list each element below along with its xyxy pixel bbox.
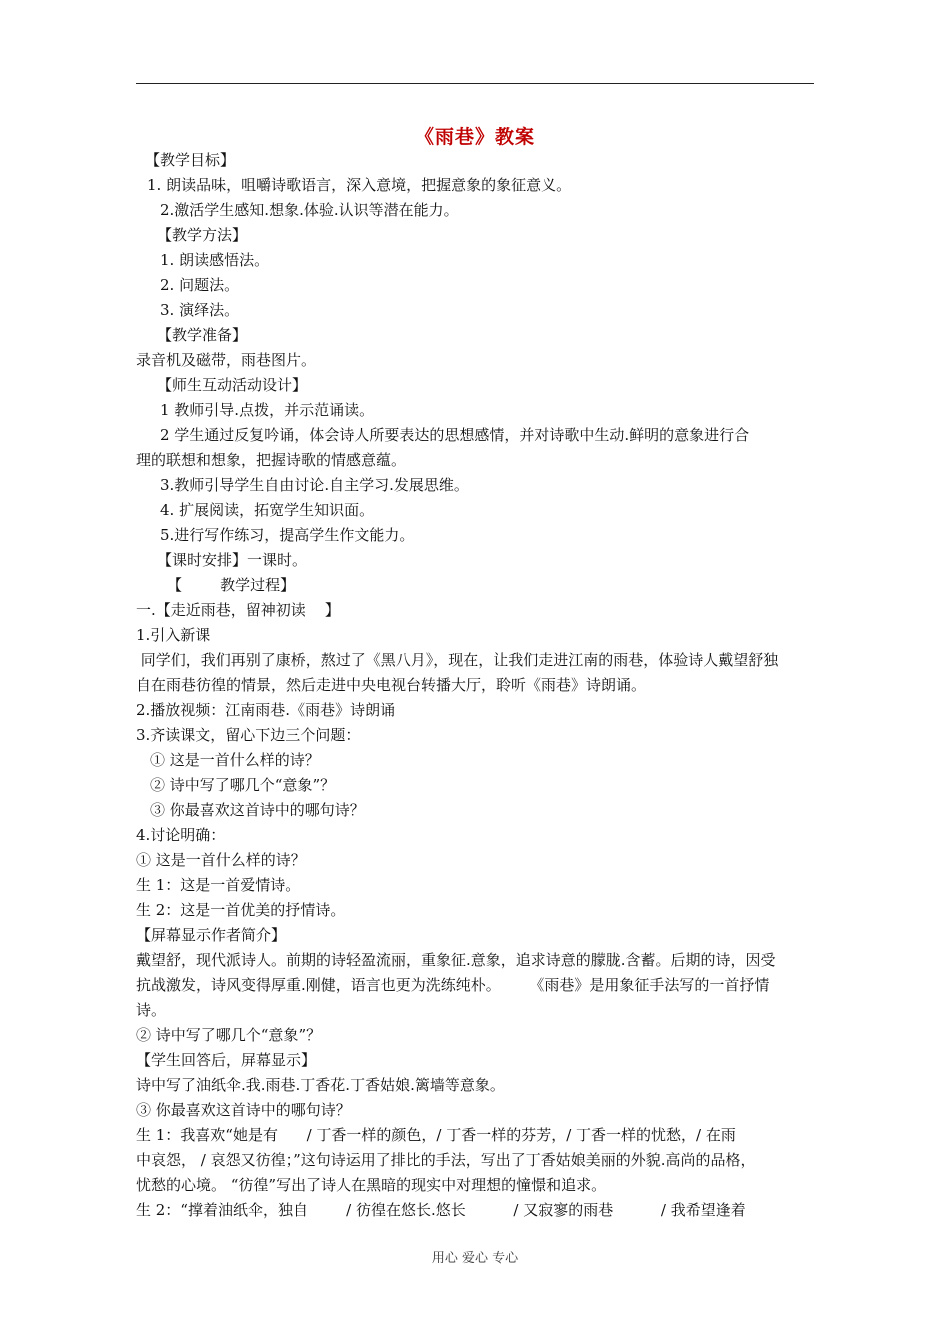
text-line: 3.教师引导学生自由讨论.自主学习.发展思维。 bbox=[160, 476, 469, 494]
text-line: 戴望舒，现代派诗人。前期的诗轻盈流丽，重象征.意象，追求诗意的朦胧.含蓄。后期的诗，因受 bbox=[136, 951, 776, 969]
page-footer: 用心 爱心 专心 bbox=[431, 1251, 519, 1266]
text-line: 理的联想和想象，把握诗歌的情感意蕴。 bbox=[136, 451, 407, 469]
text-line: 一.【走近雨巷，留神初读 】 bbox=[136, 601, 340, 619]
text-line: 抗战激发，诗风变得厚重.刚健，语言也更为洗练纯朴。 《雨巷》是用象征手法写的一首抒情 bbox=[136, 976, 770, 994]
text-line: 3. 演绎法。 bbox=[160, 301, 240, 319]
text-line: 同学们，我们再别了康桥，熬过了《黑八月》，现在，让我们走进江南的雨巷，体验诗人戴望舒独 bbox=[136, 651, 779, 669]
text-line: 5.进行写作练习，提高学生作文能力。 bbox=[160, 526, 415, 544]
text-line: 诗。 bbox=[136, 1001, 167, 1019]
text-line: ② 诗中写了哪几个“意象”？ bbox=[150, 776, 336, 794]
text-line: 中哀怨， / 哀怨又彷徨；”这句诗运用了排比的手法，写出了丁香姑娘美丽的外貌.高尚的品格， bbox=[136, 1151, 756, 1169]
text-line: ③ 你最喜欢这首诗中的哪句诗？ bbox=[150, 801, 365, 819]
text-line: 2 学生通过反复吟诵，体会诗人所要表达的思想感情，并对诗歌中生动.鲜明的意象进行合 bbox=[160, 426, 750, 444]
text-line: ③ 你最喜欢这首诗中的哪句诗？ bbox=[136, 1101, 351, 1119]
section-heading-objectives: 【教学目标】 bbox=[145, 151, 236, 169]
text-line: 4.讨论明确： bbox=[136, 826, 226, 844]
text-line: ① 这是一首什么样的诗？ bbox=[136, 851, 306, 869]
text-line: 自在雨巷彷徨的情景，然后走进中央电视台转播大厅，聆听《雨巷》诗朗诵。 bbox=[136, 676, 647, 694]
text-line: 诗中写了油纸伞.我.雨巷.丁香花.丁香姑娘.篱墙等意象。 bbox=[136, 1076, 505, 1094]
text-line: 【学生回答后，屏幕显示】 bbox=[136, 1051, 317, 1069]
section-heading-process: 【 教学过程】 bbox=[167, 576, 296, 594]
text-line: 1. 朗读感悟法。 bbox=[160, 251, 270, 269]
text-line: ② 诗中写了哪几个“意象”？ bbox=[136, 1026, 322, 1044]
section-heading-schedule: 【课时安排】一课时。 bbox=[157, 551, 308, 569]
text-line: 1. 朗读品味，咀嚼诗歌语言，深入意境，把握意象的象征意义。 bbox=[147, 176, 572, 194]
text-line: 3.齐读课文，留心下边三个问题： bbox=[136, 726, 361, 744]
page-title: 《雨巷》教案 bbox=[414, 126, 535, 148]
text-line: 录音机及磁带，雨巷图片。 bbox=[136, 351, 317, 369]
text-line: 2.激活学生感知.想象.体验.认识等潜在能力。 bbox=[160, 201, 459, 219]
text-line: 4. 扩展阅读，拓宽学生知识面。 bbox=[160, 501, 375, 519]
text-line: 生 2：“撑着油纸伞，独自 / 彷徨在悠长.悠长 / 又寂寥的雨巷 / 我希望逢着 bbox=[136, 1201, 746, 1219]
text-line: 忧愁的心境。 “彷徨”写出了诗人在黑暗的现实中对理想的憧憬和追求。 bbox=[136, 1176, 607, 1194]
text-line: 生 1：这是一首爱情诗。 bbox=[136, 876, 301, 894]
text-line: ① 这是一首什么样的诗？ bbox=[150, 751, 320, 769]
section-heading-activities: 【师生互动活动设计】 bbox=[157, 376, 308, 394]
header-rule bbox=[136, 83, 814, 84]
text-line: 2. 问题法。 bbox=[160, 276, 240, 294]
text-line: 2.播放视频：江南雨巷.《雨巷》诗朗诵 bbox=[136, 701, 396, 719]
section-heading-preparation: 【教学准备】 bbox=[157, 326, 248, 344]
section-heading-methods: 【教学方法】 bbox=[157, 226, 248, 244]
text-line: 【屏幕显示作者简介】 bbox=[136, 926, 287, 944]
text-line: 生 1：我喜欢“她是有 / 丁香一样的颜色，/ 丁香一样的芬芳，/ 丁香一样的忧愁，/ 在雨 bbox=[136, 1126, 736, 1144]
text-line: 生 2：这是一首优美的抒情诗。 bbox=[136, 901, 346, 919]
text-line: 1.引入新课 bbox=[136, 626, 211, 644]
text-line: 1 教师引导.点拨，并示范诵读。 bbox=[160, 401, 375, 419]
